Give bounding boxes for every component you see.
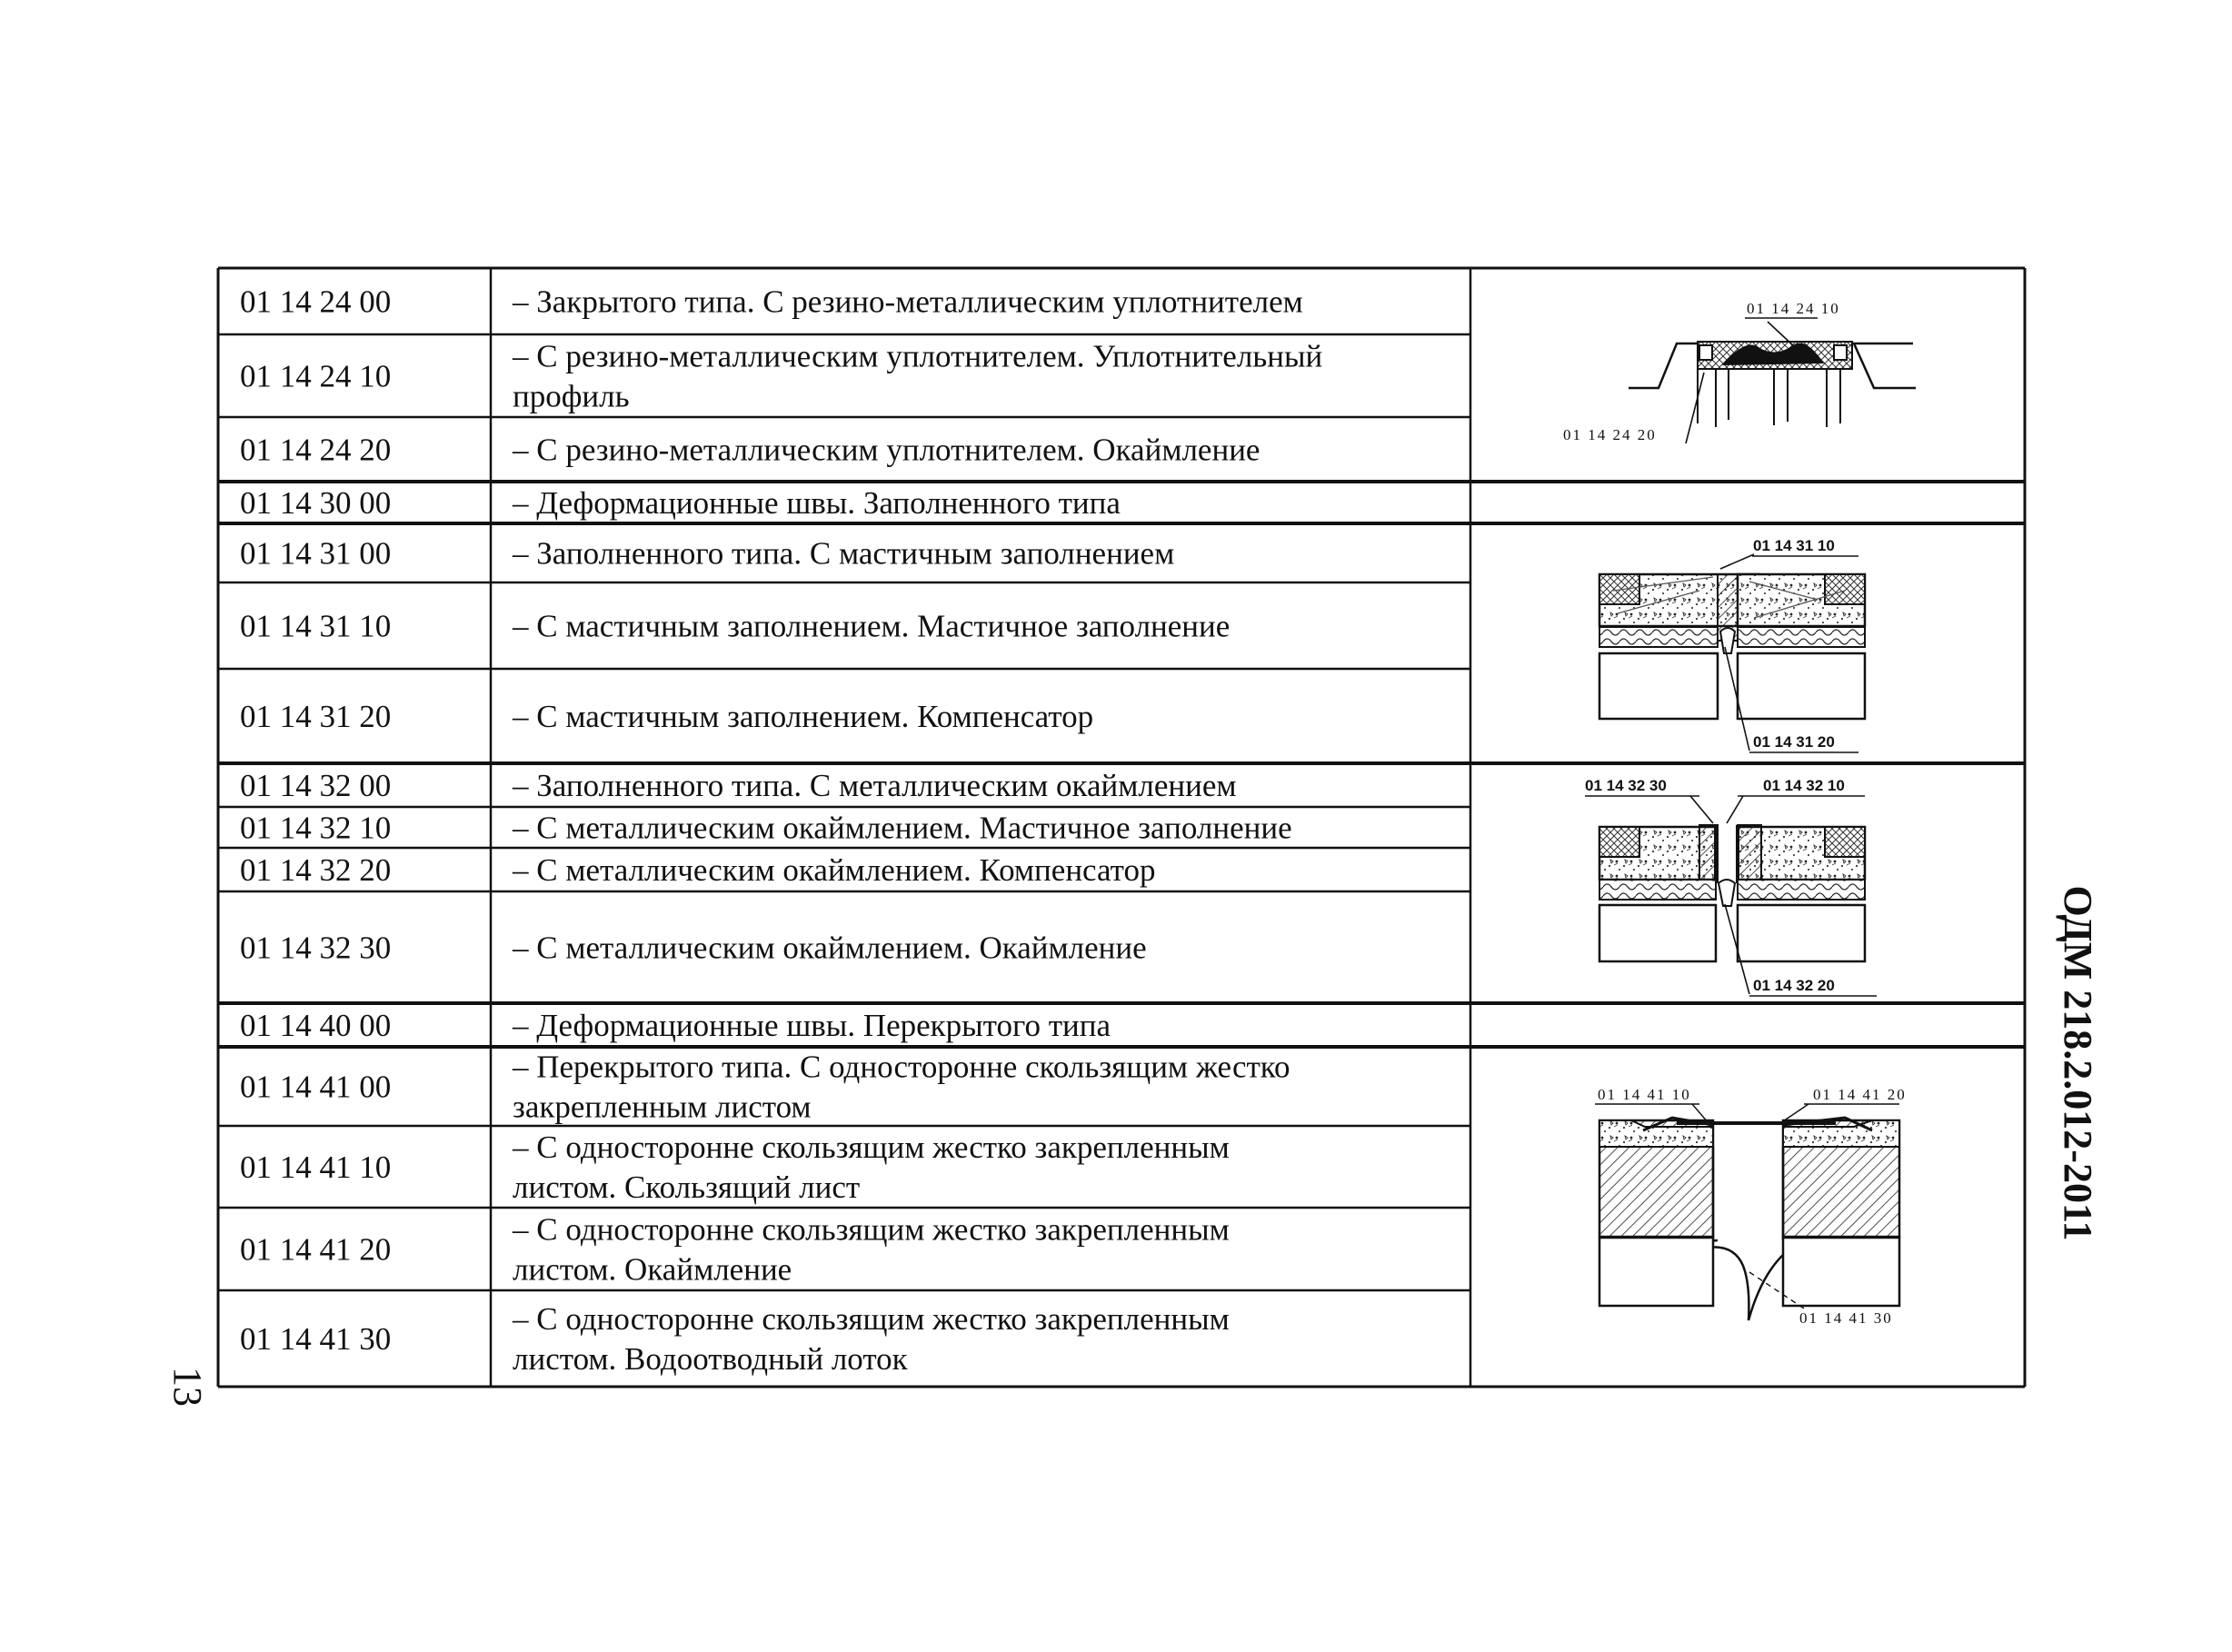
fig1-label-bottom: 01 14 24 20	[1563, 426, 1657, 443]
code-cell: 01 14 32 30	[240, 930, 392, 966]
fig4-label-bottom: 01 14 41 30	[1799, 1309, 1893, 1327]
fig4-label-top-left: 01 14 41 10	[1598, 1086, 1691, 1103]
code-cell: 01 14 32 10	[240, 810, 392, 846]
description-cell: – С металлическим окаймлением. Окаймление	[513, 930, 1147, 966]
fig1-label-top: 01 14 24 10	[1747, 300, 1840, 317]
description-cell: – Деформационные швы. Перекрытого типа	[513, 1008, 1111, 1043]
description-cell: – Заполненного типа. С мастичным заполнением	[513, 535, 1175, 572]
code-cell: 01 14 24 10	[240, 358, 392, 394]
code-cell: 01 14 31 20	[240, 699, 392, 734]
description-cell: профиль	[513, 378, 630, 414]
description-cell: листом. Водоотводный лоток	[513, 1341, 908, 1377]
code-cell: 01 14 31 00	[240, 535, 392, 572]
code-cell: 01 14 32 00	[240, 768, 392, 803]
code-cell: 01 14 32 20	[240, 852, 392, 888]
figure-closed-joint	[1563, 300, 1916, 443]
figure-covered-joint	[1595, 1086, 1907, 1327]
description-cell: закрепленным листом	[513, 1089, 812, 1125]
code-cell: 01 14 41 00	[240, 1069, 392, 1105]
code-cell: 01 14 30 00	[240, 485, 392, 521]
description-cell: – Закрытого типа. С резино-металлическим уплотнителем	[513, 284, 1303, 320]
description-cell: – С металлическим окаймлением. Компенсатор	[513, 852, 1156, 888]
description-cell: листом. Окаймление	[513, 1251, 792, 1288]
description-cell: – Перекрытого типа. С односторонне скользящим жестко	[513, 1049, 1290, 1085]
fig3-label-top-right: 01 14 32 10	[1763, 777, 1845, 794]
code-cell: 01 14 40 00	[240, 1008, 392, 1043]
figure-metal-edging-joint	[1585, 777, 1877, 996]
description-cell: – С односторонне скользящим жестко закрепленным	[513, 1211, 1230, 1248]
figure-mastic-joint	[1599, 537, 1865, 752]
description-cell: – С резино-металлическим уплотнителем. Уплотнительный	[513, 338, 1323, 374]
description-cell: – С односторонне скользящим жестко закрепленным	[513, 1301, 1230, 1337]
fig3-label-bottom: 01 14 32 20	[1753, 977, 1835, 994]
code-cell: 01 14 41 20	[240, 1231, 392, 1268]
table-rows	[240, 284, 1322, 1378]
description-cell: листом. Скользящий лист	[513, 1169, 861, 1205]
fig2-label-top: 01 14 31 10	[1753, 537, 1835, 554]
description-cell: – С односторонне скользящим жестко закрепленным	[513, 1130, 1230, 1165]
description-cell: – Заполненного типа. С металлическим окаймлением	[513, 768, 1237, 803]
fig2-label-bottom: 01 14 31 20	[1753, 733, 1835, 751]
document-code-vertical: ОДМ 218.2.012-2011	[2056, 885, 2100, 1241]
description-cell: – С мастичным заполнением. Компенсатор	[513, 699, 1094, 734]
code-cell: 01 14 24 00	[240, 284, 392, 320]
description-cell: – С мастичным заполнением. Мастичное заполнение	[513, 608, 1231, 644]
fig4-label-top-right: 01 14 41 20	[1813, 1086, 1907, 1103]
description-cell: – Деформационные швы. Заполненного типа	[513, 485, 1121, 521]
code-cell: 01 14 41 30	[240, 1321, 392, 1357]
fig3-label-top-left: 01 14 32 30	[1585, 777, 1667, 794]
code-cell: 01 14 41 10	[240, 1149, 392, 1185]
page-number: 13	[165, 1367, 210, 1407]
description-cell: – С резино-металлическим уплотнителем. Окаймление	[513, 432, 1260, 468]
description-cell: – С металлическим окаймлением. Мастичное заполнение	[513, 810, 1292, 846]
code-cell: 01 14 24 20	[240, 432, 392, 468]
code-cell: 01 14 31 10	[240, 608, 392, 644]
